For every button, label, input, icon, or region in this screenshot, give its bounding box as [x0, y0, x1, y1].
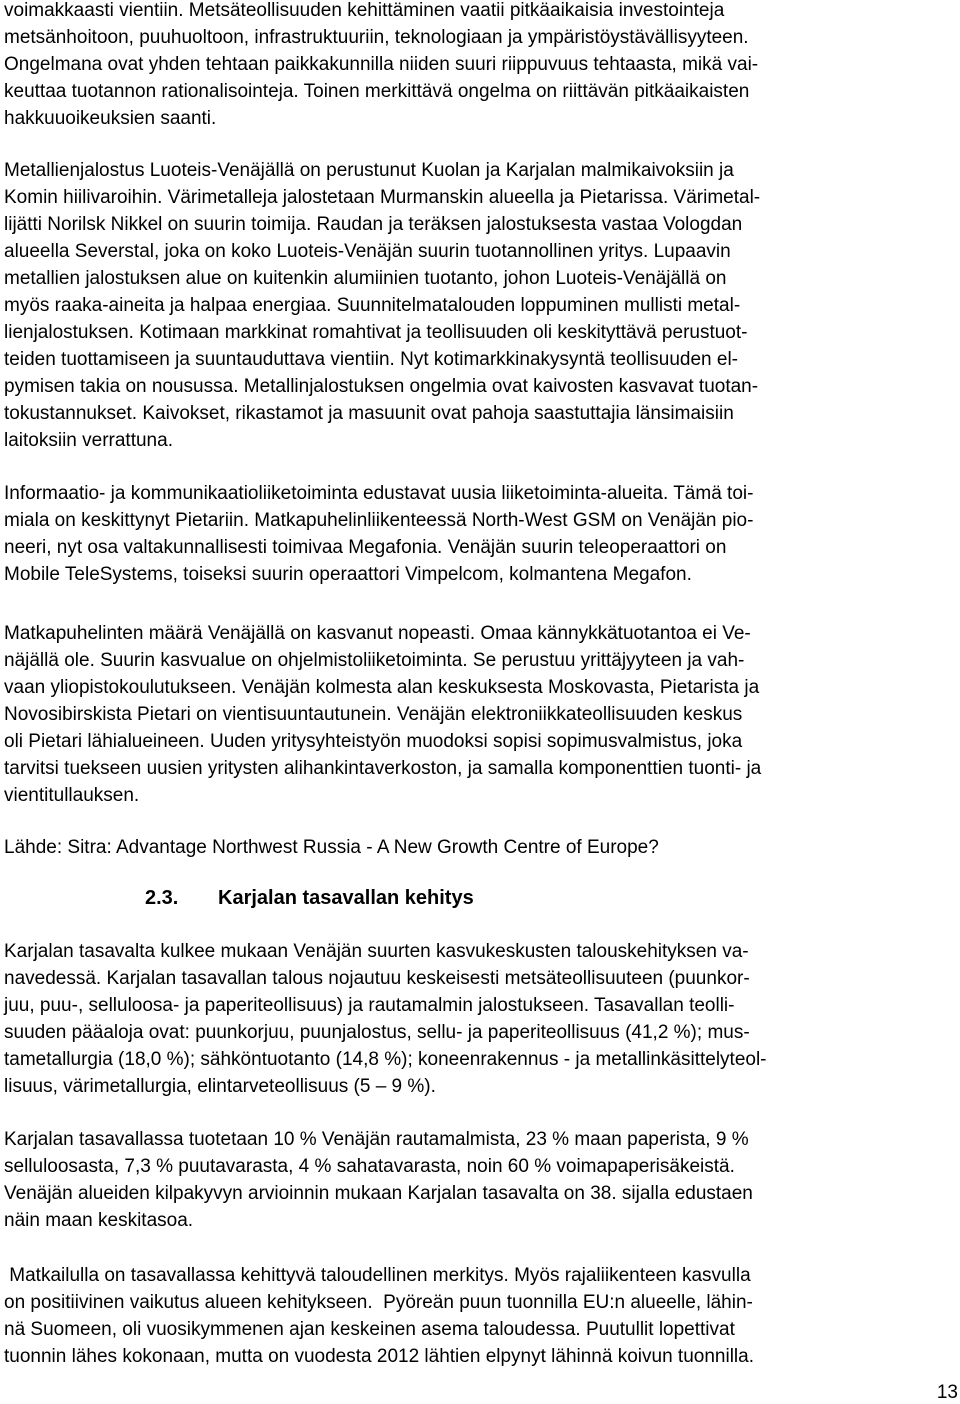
text-line: selluloosasta, 7,3 % puutavarasta, 4 % sahatavarasta, noin 60 % voimapaperisäkeistä.: [4, 1156, 735, 1177]
page-number: 13: [936, 1382, 958, 1403]
text-line: neeri, nyt osa valtakunnallisesti toimivaa Megafonia. Venäjän suurin teleoperaattori on: [4, 537, 727, 558]
text-line: nä Suomeen, oli vuosikymmenen ajan keskeinen asema taloudessa. Puutullit lopettivat: [4, 1319, 735, 1340]
text-line: hakkuuoikeuksien saanti.: [4, 108, 217, 129]
text-line: myös raaka-aineita ja halpaa energiaa. Suunnitelmatalouden loppuminen mullisti metal-: [4, 295, 741, 316]
text-line: Komin hiilivaroihin. Värimetalleja jalostetaan Murmanskin alueella ja Pietarissa. Värimetal-: [4, 187, 761, 208]
text-line: vientitullauksen.: [4, 785, 140, 806]
text-line: Novosibirskista Pietari on vientisuuntautunein. Venäjän elektroniikkateollisuuden keskus: [4, 704, 743, 725]
text-line: teiden tuottamiseen ja suuntauduttava vientiin. Nyt kotimarkkinakysyntä teollisuuden el-: [4, 349, 739, 370]
text-line: miala on keskittynyt Pietariin. Matkapuhelinliikenteessä North-West GSM on Venäjän pio-: [4, 510, 754, 531]
text-line: tametallurgia (18,0 %); sähköntuotanto (14,8 %); koneenrakennus - ja metallinkäsittelyteol-: [4, 1049, 767, 1070]
text-line: laitoksiin verrattuna.: [4, 430, 173, 451]
text-line: metsänhoitoon, puuhuoltoon, infrastruktuuriin, teknologiaan ja ympäristöystävällisyyteen.: [4, 27, 749, 48]
text-line: metallien jalostuksen alue on kuitenkin alumiinien tuotanto, johon Luoteis-Venäjällä on: [4, 268, 727, 289]
text-line: Ongelmana ovat yhden tehtaan paikkakunnilla niiden suuri riippuvuus tehtaasta, mikä vai-: [4, 54, 759, 75]
text-line: Karjalan tasavalta kulkee mukaan Venäjän suurten kasvukeskusten talouskehityksen va-: [4, 941, 749, 962]
paragraph-forest-industry: [4, 0, 956, 132]
text-line: alueella Severstal, joka on koko Luoteis-Venäjän suurin tuotannollinen yritys. Lupaavin: [4, 241, 731, 262]
text-line: oli Pietari lähialueineen. Uuden yritysyhteistyön muodoksi sopisi sopimusvalmistus, joka: [4, 731, 743, 752]
text-line: tuonnin lähes kokonaan, mutta on vuodesta 2012 lähtien elpynyt lähinnä koivun tuonnilla.: [4, 1346, 754, 1367]
paragraph-tourism: [4, 1262, 956, 1370]
text-line: Informaatio- ja kommunikaatioliiketoiminta edustavat uusia liiketoiminta-alueita. Tämä toi-: [4, 483, 754, 504]
text-line: näjällä ole. Suurin kasvualue on ohjelmistoliiketoiminta. Se perustuu yrittäjyyteen ja vah-: [4, 650, 745, 671]
text-line: Lähde: Sitra: Advantage Northwest Russia - A New Growth Centre of Europe?: [4, 837, 659, 858]
text-line: lijätti Norilsk Nikkel on suurin toimija. Raudan ja teräksen jalostuksesta vastaa Vologdan: [4, 214, 743, 235]
paragraph-ict: [4, 480, 956, 588]
paragraph-mobile-phones: [4, 620, 956, 809]
paragraph-metal-processing: [4, 157, 956, 454]
text-line: pymisen takia on nousussa. Metallinjalostuksen ongelmia ovat kaivosten kasvavat tuotan-: [4, 376, 759, 397]
paragraph-karelia-economy: [4, 938, 956, 1100]
text-line: navedessä. Karjalan tasavallan talous nojautuu keskeisesti metsäteollisuuteen (puunkor-: [4, 968, 750, 989]
source-citation: [4, 834, 956, 861]
text-line: Venäjän alueiden kilpakyvyn arvioinnin mukaan Karjalan tasavalta on 38. sijalla edustaen: [4, 1183, 753, 1204]
text-line: keuttaa tuotannon rationalisointeja. Toinen merkittävä ongelma on riittävän pitkäaikaisten: [4, 81, 750, 102]
text-line: Matkailulla on tasavallassa kehittyvä taloudellinen merkitys. Myös rajaliikenteen kasvulla: [4, 1265, 751, 1286]
section-title: Karjalan tasavallan kehitys: [218, 887, 474, 909]
text-line: lienjalostuksen. Kotimaan markkinat romahtivat ja teollisuuden oli keskityttävä perustuot-: [4, 322, 748, 343]
text-line: Karjalan tasavallassa tuotetaan 10 % Venäjän rautamalmista, 23 % maan paperista, 9 %: [4, 1129, 749, 1150]
text-line: on positiivinen vaikutus alueen kehitykseen. Pyöreän puun tuonnilla EU:n alueelle, lähin-: [4, 1292, 753, 1313]
text-line: voimakkaasti vientiin. Metsäteollisuuden kehittäminen vaatii pitkäaikaisia investointeja: [4, 0, 725, 21]
text-line: juu, puu-, selluloosa- ja paperiteollisuus) ja rautamalmin jalostukseen. Tasavallan teolli-: [4, 995, 735, 1016]
text-line: Mobile TeleSystems, toiseksi suurin operaattori Vimpelcom, kolmantena Megafon.: [4, 564, 692, 585]
text-line: lisuus, värimetallurgia, elintarveteollisuus (5 – 9 %).: [4, 1076, 436, 1097]
text-line: tarvitsi tuekseen uusien yritysten alihankintaverkoston, ja samalla komponenttien tuonti- ja: [4, 758, 762, 779]
text-line: suuden pääaloja ovat: puunkorjuu, puunjalostus, sellu- ja paperiteollisuus (41,2 %); mus-: [4, 1022, 750, 1043]
section-number: 2.3.: [145, 887, 179, 909]
text-line: Metallienjalostus Luoteis-Venäjällä on perustunut Kuolan ja Karjalan malmikaivoksiin ja: [4, 160, 734, 181]
paragraph-karelia-production: [4, 1126, 956, 1234]
text-line: Matkapuhelinten määrä Venäjällä on kasvanut nopeasti. Omaa kännykkätuotantoa ei Ve-: [4, 623, 751, 644]
text-line: tokustannukset. Kaivokset, rikastamot ja masuunit ovat pahoja saastuttajia länsimaisiin: [4, 403, 734, 424]
text-line: vaan yliopistokoulutukseen. Venäjän kolmesta alan keskuksesta Moskovasta, Pietarista ja: [4, 677, 760, 698]
text-line: näin maan keskitasoa.: [4, 1210, 194, 1231]
